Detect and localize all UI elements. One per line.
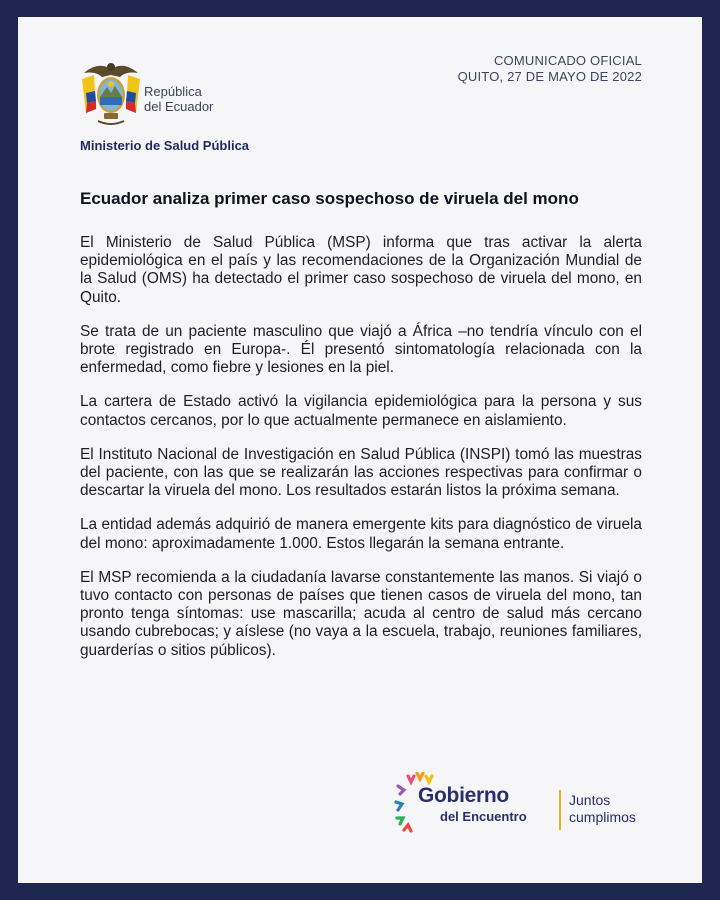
document-page	[18, 17, 702, 883]
ecuador-coat-of-arms-icon	[80, 57, 142, 129]
document-header	[458, 53, 642, 85]
gov-name: Gobierno	[418, 784, 509, 807]
republic-line-1: República	[144, 84, 202, 99]
ministry-name: Ministerio de Salud Pública	[80, 138, 250, 153]
paragraph: La entidad además adquirió de manera emergente kits para diagnóstico de viruela del mono: aproximadamente 1.000. Estos llegarán la semana entrante.	[80, 516, 642, 552]
republic-label	[144, 84, 213, 114]
paragraph: El MSP recomienda a la ciudadanía lavarse constantemente las manos. Si viajó o tuvo contacto con personas de países que tienen casos de viruela del mono, tan pronto tenga síntomas: use mascarilla; acuda al centro de salud más cercano usando cubrebocas; y aíslese (no vaya a la escuela, trabajo, reuniones familiares, guarderías o sitios públicos).	[80, 568, 642, 659]
logo-divider	[559, 790, 561, 830]
slogan-line-1: Juntos	[569, 792, 611, 808]
document-date: QUITO, 27 DE MAYO DE 2022	[457, 69, 642, 84]
page-title: Ecuador analiza primer caso sospechoso de viruela del mono	[80, 189, 579, 208]
document-body	[80, 234, 642, 676]
slogan	[569, 792, 636, 826]
document-type: COMUNICADO OFICIAL	[493, 53, 642, 68]
paragraph: El Ministerio de Salud Pública (MSP) informa que tras activar la alerta epidemiológica en el país y las recomendaciones de la Organización Mundial de la Salud (OMS) ha detectado el primer caso sospechoso de viruela del mono, en Quito.	[80, 234, 642, 306]
paragraph: Se trata de un paciente masculino que viajó a África –no tendría vínculo con el brote registrado en Europa-. Él presentó sintomatología relacionada con la enfermedad, como fiebre y lesiones en la piel.	[80, 322, 642, 377]
gov-subtitle: del Encuentro	[440, 809, 527, 824]
government-logo	[394, 772, 654, 842]
paragraph: El Instituto Nacional de Investigación en Salud Pública (INSPI) tomó las muestras del paciente, con las que se realizarán las acciones respectivas para confirmar o descartar la viruela del mono. Los resultados estarán listos la próxima semana.	[80, 445, 642, 500]
slogan-line-2: cumplimos	[569, 809, 636, 825]
paragraph: La cartera de Estado activó la vigilancia epidemiológica para la persona y sus contactos cercanos, por lo que actualmente permanece en aislamiento.	[80, 393, 642, 429]
republic-line-2: del Ecuador	[144, 99, 214, 114]
